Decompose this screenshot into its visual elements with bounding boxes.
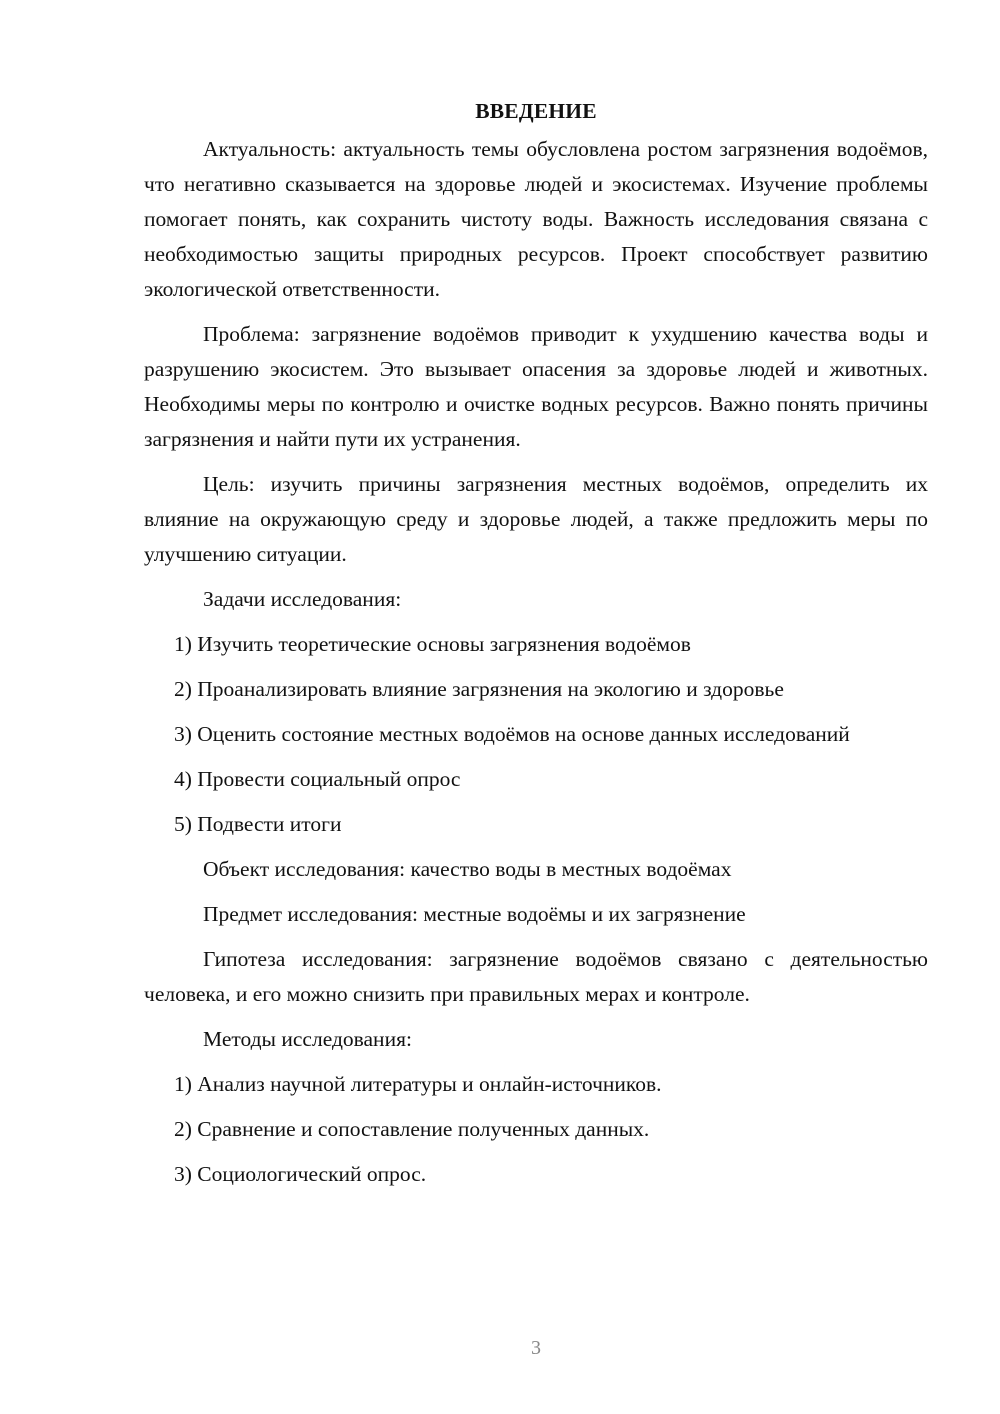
method-item-3: 3) Социологический опрос.: [174, 1162, 427, 1186]
method-item-2: 2) Сравнение и сопоставление полученных данных.: [174, 1117, 650, 1141]
object-line: Объект исследования: качество воды в местных водоёмах: [203, 857, 732, 881]
task-item-1: 1) Изучить теоретические основы загрязнения водоёмов: [174, 632, 691, 656]
tasks-heading: Задачи исследования:: [203, 587, 402, 611]
task-item-2: 2) Проанализировать влияние загрязнения на экологию и здоровье: [174, 677, 784, 701]
page-content: [144, 96, 928, 1202]
subject-line: Предмет исследования: местные водоёмы и их загрязнение: [203, 902, 746, 926]
relevance-paragraph: Актуальность: актуальность темы обусловлена ростом загрязнения водоёмов, что негативно сказывается на здоровье людей и экосистемах. Изучение проблемы помогает понять, как сохранить чистоту воды. Важность исследования связана с необходимостью защиты природных ресурсов. Проект способствует развитию экологической ответственности.: [144, 137, 928, 301]
task-item-5: 5) Подвести итоги: [174, 812, 342, 836]
task-item-3: 3) Оценить состояние местных водоёмов на основе данных исследований: [174, 722, 850, 746]
methods-heading: Методы исследования:: [203, 1027, 412, 1051]
problem-paragraph: Проблема: загрязнение водоёмов приводит к ухудшению качества воды и разрушению экосистем. Это вызывает опасения за здоровье людей и животных. Необходимы меры по контролю и очистке водных ресурсов. Важно понять причины загрязнения и найти пути их устранения.: [144, 322, 928, 451]
goal-paragraph: Цель: изучить причины загрязнения местных водоёмов, определить их влияние на окружающую среду и здоровье людей, а также предложить меры по улучшению ситуации.: [144, 472, 928, 566]
task-item-4: 4) Провести социальный опрос: [174, 767, 461, 791]
method-item-1: 1) Анализ научной литературы и онлайн-источников.: [174, 1072, 662, 1096]
page-number: 3: [531, 1337, 541, 1359]
hypothesis-paragraph: Гипотеза исследования: загрязнение водоёмов связано с деятельностью человека, и его можно снизить при правильных мерах и контроле.: [144, 947, 928, 1006]
section-title: ВВЕДЕНИЕ: [475, 99, 597, 123]
